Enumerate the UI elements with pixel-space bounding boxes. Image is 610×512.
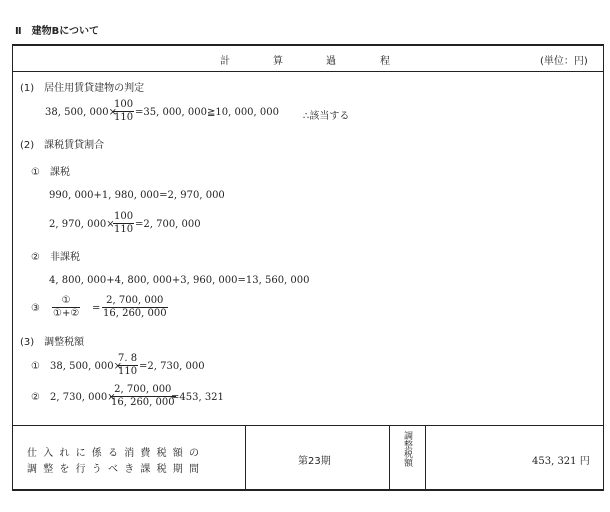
part2-sub1-frac-den: 110 [114, 224, 134, 235]
header-unit: (単位：円) [540, 56, 588, 67]
header-divider [12, 71, 604, 72]
header-calc-char-2: 算 [273, 56, 283, 67]
part2-sub3-mark: ③ [31, 303, 40, 314]
part2-sub3-fraction-1 [52, 295, 80, 320]
part2-sub2-line1: 4, 800, 000+4, 800, 000+3, 960, 000=13, 560, 000 [49, 275, 310, 286]
part3-label: (3) 調整税額 [20, 337, 85, 348]
part3-sub2-frac-den: 16, 260, 000 [111, 397, 175, 408]
footer-col-divider-2 [389, 425, 390, 490]
header-calc-char-4: 程 [380, 56, 390, 67]
part2-sub3-frac2-num: 2, 700, 000 [106, 295, 164, 306]
footer-col-divider-1 [245, 425, 246, 490]
table-top-border [12, 44, 604, 46]
part3-sub1-fraction [117, 353, 138, 378]
header-calc-char-1: 計 [220, 56, 230, 67]
part2-sub1-line2-rhs: =2, 700, 000 [135, 219, 201, 230]
part2-sub3-eq: = [92, 303, 101, 314]
part3-sub2-fraction [110, 384, 176, 409]
part2-sub1-line1: 990, 000+1, 980, 000=2, 970, 000 [49, 190, 225, 201]
part1-frac-den: 110 [114, 112, 134, 123]
part1-frac-num: 100 [114, 99, 134, 110]
part2-sub3-frac1-den: ①+② [53, 308, 80, 319]
part2-label: (2) 課税賃貸割合 [20, 140, 105, 151]
part3-sub2-frac-num: 2, 700, 000 [114, 384, 172, 395]
part1-fraction [113, 99, 134, 124]
table-left-border [12, 44, 13, 491]
footer-col-divider-3 [425, 425, 426, 490]
part2-sub1-fraction [113, 211, 134, 236]
footer-divider [12, 425, 604, 426]
part3-sub1-frac-den: 110 [118, 366, 138, 377]
part3-sub2-rhs: =453, 321 [171, 392, 224, 403]
part3-sub1-frac-num: 7. 8 [118, 353, 138, 364]
part2-sub3-frac1-num: ① [61, 295, 71, 306]
footer-label-line1: 仕入れに係る消費税額の [27, 448, 206, 459]
footer-amount: 453, 321 円 [532, 456, 590, 467]
part1-rhs: =35, 000, 000≧10, 000, 000 [135, 107, 279, 118]
part3-sub2-mark: ② [31, 392, 40, 403]
header-calc-char-3: 過 [326, 56, 336, 67]
part3-sub1-lhs: 38, 500, 000× [50, 361, 122, 372]
footer-period: 第23期 [298, 456, 331, 467]
section-title: Ⅱ 建物Bについて [15, 26, 100, 37]
part2-sub1-label: ① 課税 [31, 167, 70, 178]
part2-sub2-label: ② 非課税 [31, 252, 80, 263]
part3-sub1-rhs: =2, 730, 000 [139, 361, 205, 372]
part1-conclusion: ∴該当する [303, 111, 350, 122]
part2-sub3-fraction-2 [102, 295, 168, 320]
table-right-border [603, 44, 604, 491]
part1-lhs: 38, 500, 000× [45, 107, 117, 118]
table-bottom-border [12, 489, 604, 491]
footer-label-line2: 調整を行うべき課税期間 [27, 464, 206, 475]
part2-sub3-frac2-den: 16, 260, 000 [103, 308, 167, 319]
part2-sub1-frac-num: 100 [114, 211, 134, 222]
part1-label: (1) 居住用賃貸建物の判定 [20, 83, 145, 94]
part2-sub1-line2-lhs: 2, 970, 000× [49, 219, 115, 230]
footer-vertical-label: 調整税額 [402, 431, 412, 467]
part3-sub1-mark: ① [31, 361, 40, 372]
part3-sub2-lhs: 2, 730, 000× [50, 392, 116, 403]
